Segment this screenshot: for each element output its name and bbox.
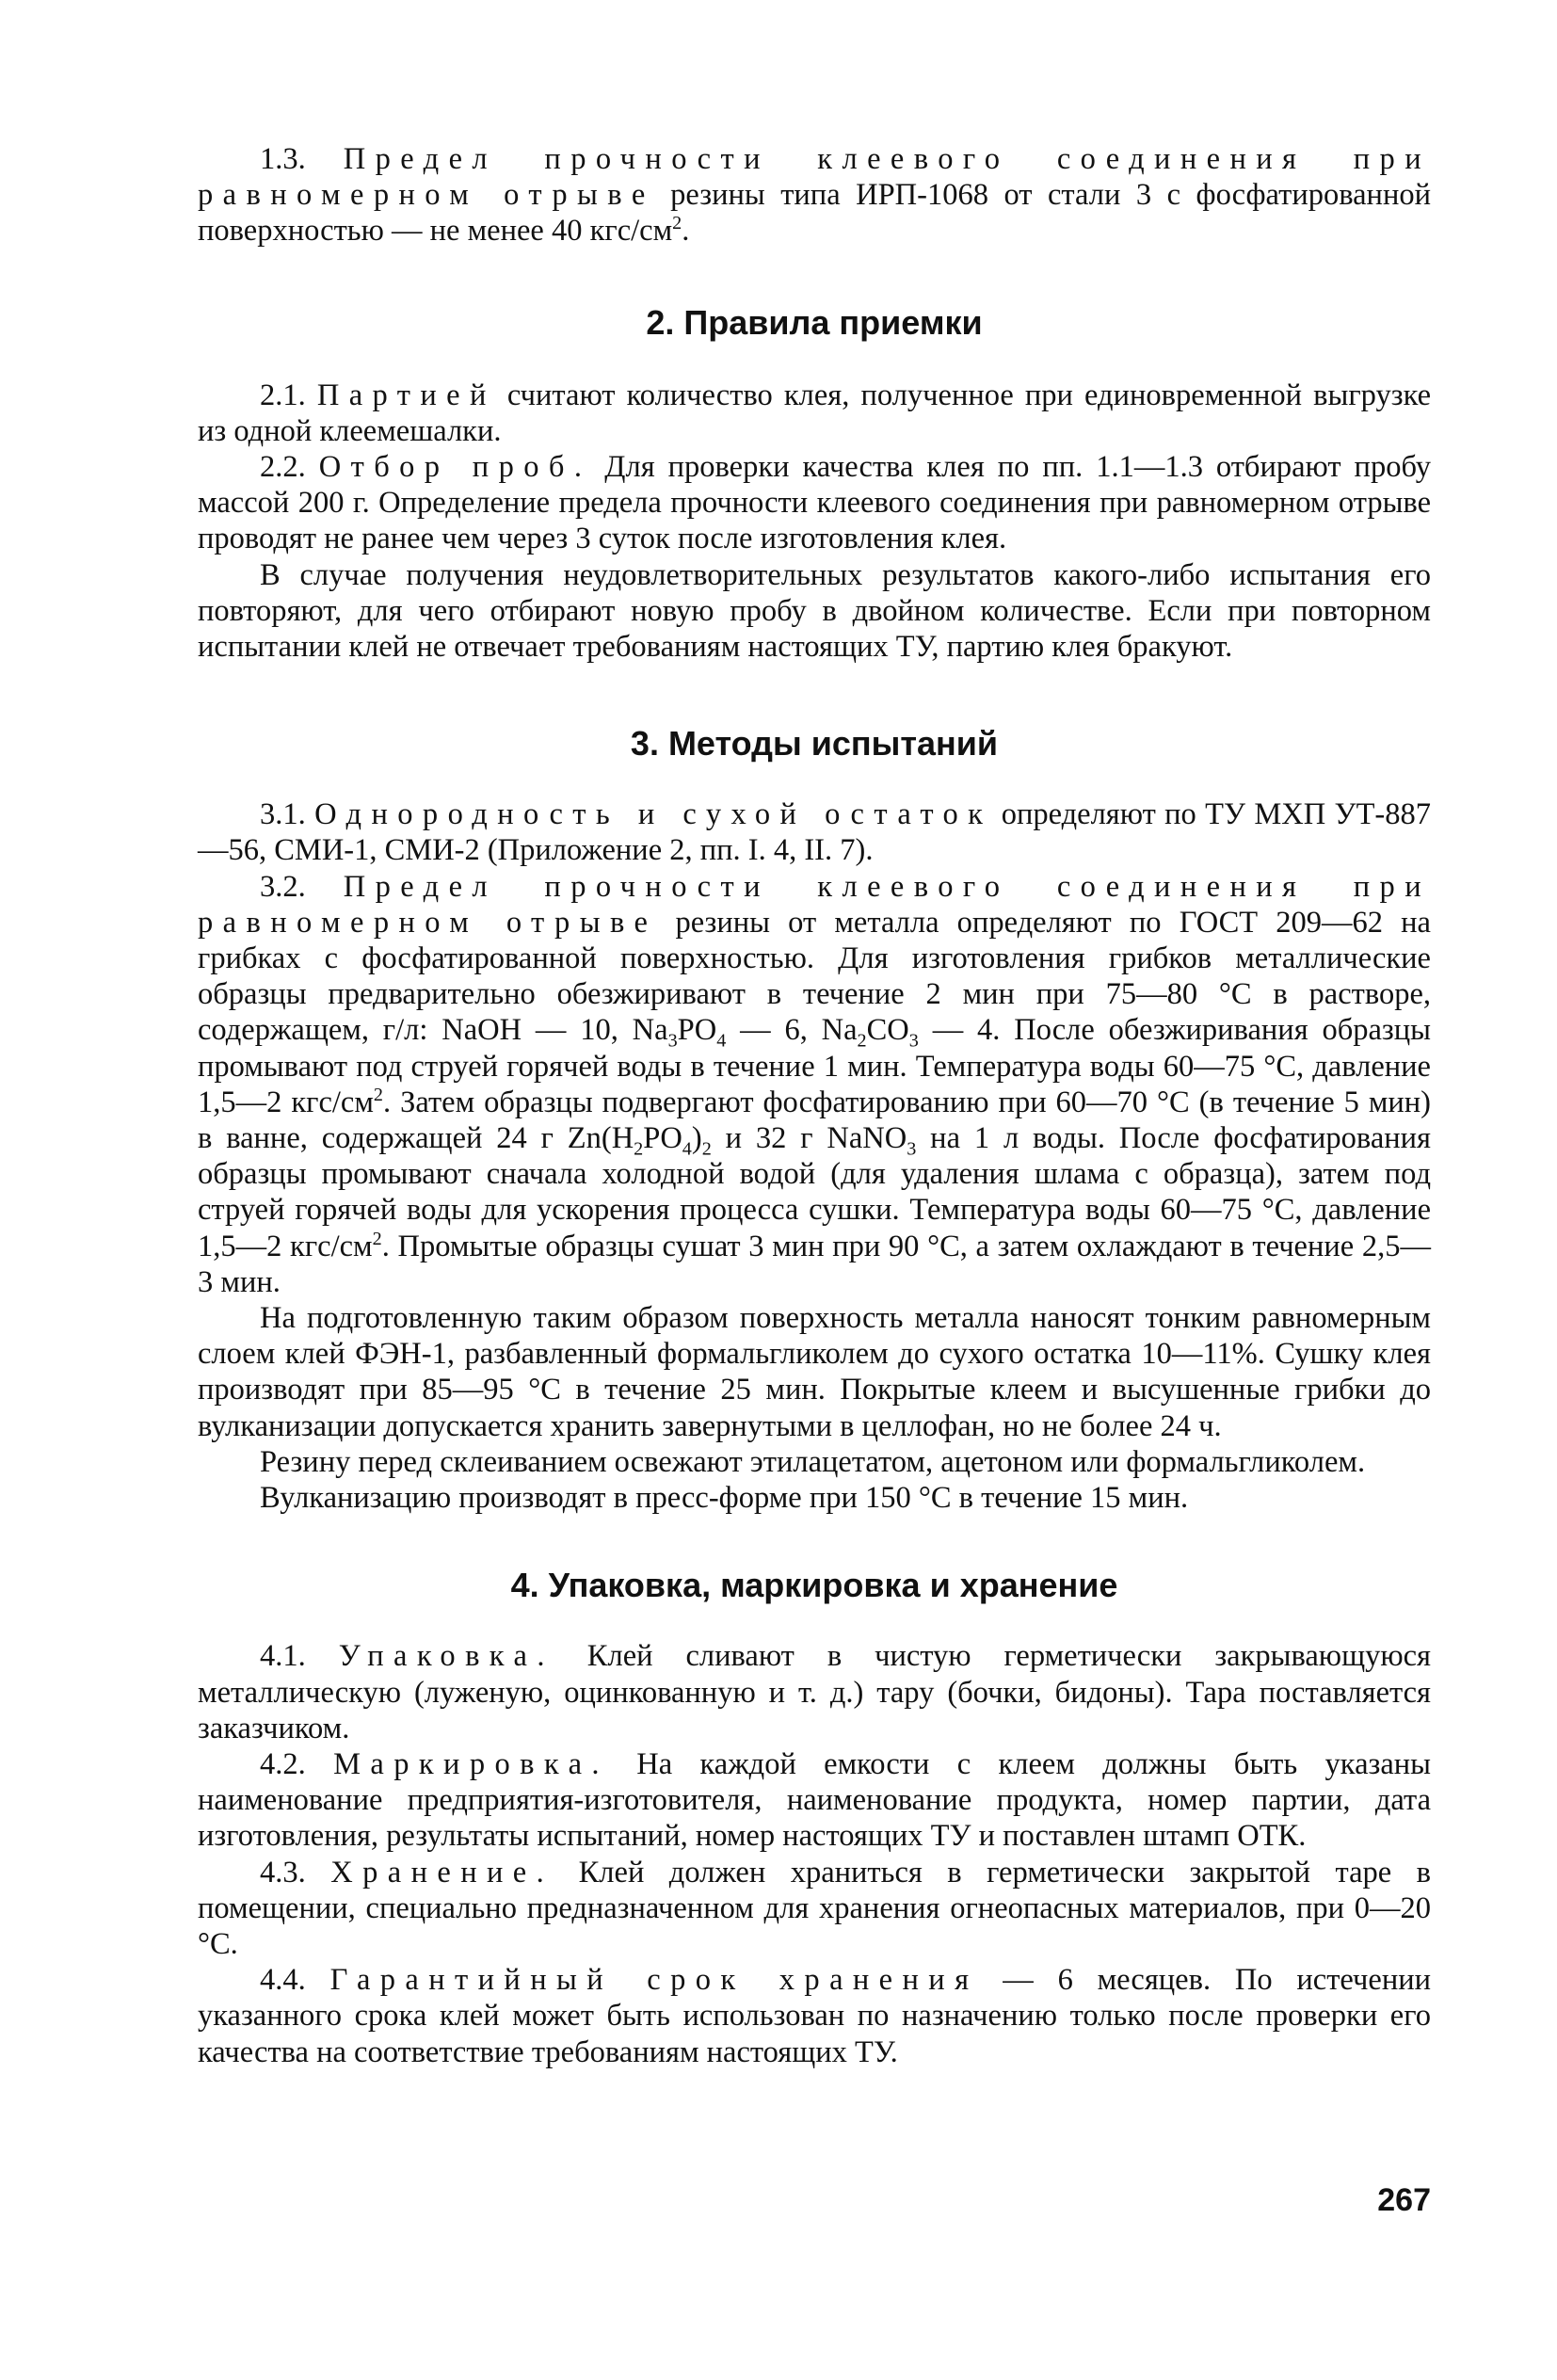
paragraph-4-1: 4.1. Упаковка. Клей сливают в чистую герметически закрывающуюся металлическую (луженую, оцинкованную и т. д.) тару (бочки, бидоны). Тара поставляется заказчиком. bbox=[198, 1639, 1432, 1745]
spaced-term: Хранение. bbox=[330, 1855, 554, 1890]
spaced-term: Предел прочности клеевого соединения при равномерном отрыве bbox=[198, 142, 1431, 213]
paragraph-1-3: 1.3. Предел прочности клеевого соединения при равномерном отрыве резины типа ИРП-1068 от стали 3 с фосфатированной поверхностью — не менее 40 кгс/$см^2$. bbox=[198, 142, 1431, 249]
spaced-term: Упаковка. bbox=[338, 1639, 554, 1674]
section-heading-3: 3. Методы испытаний bbox=[630, 724, 999, 764]
spaced-term: Предел прочности клеевого соединения при равномерном отрыве bbox=[198, 869, 1431, 940]
paragraph-2-2: 2.2. Отбор проб. Для проверки качества клея по пп. 1.1—1.3 отбирают пробу массой 200 г. Определение предела прочности клеевого соединения при равномерном отрыве проводят не ранее чем через 3 суток после изготовления клея. bbox=[198, 450, 1431, 556]
paragraph-3-2-cont-3: Вулканизацию производят в пресс-форме при 150 °С в течение 15 мин. bbox=[260, 1481, 1189, 1516]
spaced-term: Гарантийный срок хранения bbox=[329, 1963, 979, 1998]
paragraph-2-1: 2.1. Партией считают количество клея, полученное при единовременной выгрузке из одной клеемешалки. bbox=[198, 378, 1431, 448]
paragraph-3-2: 3.2. Предел прочности клеевого соединения при равномерном отрыве резины от металла определяют по ГОСТ 209—62 на грибках с фосфатированной поверхностью. Для изготовления грибков металлические образцы предварительно обезжиривают в течение 2 мин при 75—80 °С в растворе, содержащем, г/л: NaOH — 10, $Na_3PO_4$ — 6, $Na_2CO_3$ — 4. После обезжиривания образцы промывают под струей горячей воды в течение 1 мин. Температура воды 60—75 °С, давление 1,5—2 кгс/$см^2$. Затем образцы подвергают фосфатированию при 60—70 °С (в течение 5 мин) в ванне, содержащей 24 г $Zn(H_2PO_4)_2$ и 32 г NaNO$_3$ на 1 л воды. После фосфатирования образцы промывают сначала холодной водой (для удаления шлама с образца), затем под струей горячей воды для ускорения процесса сушки. Температура воды 60—75 °С, давление 1,5—2 кгс/$см^2$. Промытые образцы сушат 3 мин при 90 °С, а затем охлаждают в течение 2,5—3 мин. bbox=[198, 869, 1431, 1299]
spaced-term: Отбор проб. bbox=[318, 450, 592, 485]
document-page bbox=[198, 141, 1431, 2070]
paragraph-3-2-cont-2: Резину перед склеиванием освежают этилацетатом, ацетоном или формальгликолем. bbox=[260, 1444, 1366, 1479]
spaced-term: Партией bbox=[316, 378, 496, 412]
spaced-term: Однородность и сухой остаток bbox=[314, 797, 993, 832]
paragraph-2-2-cont: В случае получения неудовлетворительных результатов какого-либо испытания его повторяют, для чего отбирают новую пробу в двойном количестве. Если при повторном испытании клей не отвечает требованиям настоящих ТУ, партию клея бракуют. bbox=[198, 557, 1431, 665]
page-number: 267 bbox=[1377, 2182, 1431, 2218]
section-heading-2: 2. Правила приемки bbox=[646, 302, 983, 342]
paragraph-4-4: 4.4. Гарантийный срок хранения — 6 месяцев. По истечении указанного срока клей может быть использован по назначению только после проверки его качества на соответствие требованиям настоящих ТУ. bbox=[198, 1963, 1431, 2069]
section-heading-4: 4. Упаковка, маркировка и хранение bbox=[510, 1566, 1118, 1605]
paragraph-4-2: 4.2. Маркировка. На каждой емкости с клеем должны быть указаны наименование предприятия-изготовителя, наименование продукта, номер партии, дата изготовления, результаты испытаний, номер настоящих ТУ и поставлен штамп ОТК. bbox=[198, 1746, 1431, 1854]
paragraph-3-2-cont-1: На подготовленную таким образом поверхность металла наносят тонким равномерным слоем клей ФЭН-1, разбавленный формальгликолем до сухого остатка 10—11%. Сушку клея производят при 85—95 °С в течение 25 мин. Покрытые клеем и высушенные грибки до вулканизации допускается хранить завернутыми в целлофан, но не более 24 ч. bbox=[198, 1301, 1431, 1443]
paragraph-3-1: 3.1. Однородность и сухой остаток определяют по ТУ МХП УТ-887—56, СМИ-1, СМИ-2 (Приложение 2, пп. I. 4, II. 7). bbox=[198, 797, 1431, 868]
spaced-term: Маркировка. bbox=[333, 1746, 609, 1781]
paragraph-4-3: 4.3. Хранение. Клей должен храниться в герметически закрытой таре в помещении, специально предназначенном для хранения огнеопасных материалов, при 0—20 °С. bbox=[198, 1855, 1432, 1961]
